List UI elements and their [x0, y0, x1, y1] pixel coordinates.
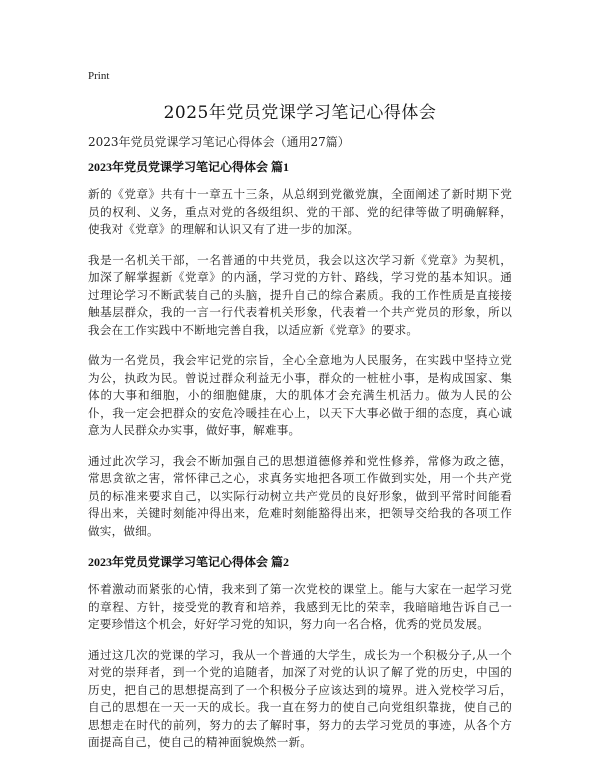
section-2	[88, 553, 512, 752]
print-link[interactable]: Print	[88, 70, 110, 82]
article-body	[88, 158, 512, 765]
paragraph: 我是一名机关干部，一名普通的中共党员，我会以这次学习新《党章》为契机，加深了解掌握新《党章》的内涵，学习党的方针、路线，学习党的基本知识。通过理论学习不断武装自己的头脑，提升自己的综合素质。我的工作性质是直接接触基层群众，我的一言一行代表着机关形象，代表着一个共产党员的形象，所以我会在工作实践中不断地完善自我，以适应新《党章》的要求。	[88, 252, 512, 337]
section-heading: 2023年党员党课学习笔记心得体会 篇2	[88, 555, 290, 569]
section-1	[88, 158, 512, 540]
paragraph: 怀着激动而紧张的心情，我来到了第一次党校的课堂上。能与大家在一起学习党的章程、方针，接受党的教育和培养，我感到无比的荣幸，我暗暗地告诉自己一定要珍惜这个机会，好好学习党的知识，努力向一名合格，优秀的党员发展。	[88, 582, 512, 631]
paragraph: 通过这几次的党课的学习，我从一个普通的大学生，成长为一个积极分子,从一个对党的崇拜者，到一个党的追随者，加深了对党的认识了解了党的历史，中国的历史，把自己的思想提高到了一个积极分子应该达到的境界。进入党校学习后，自己的思想在一天一天的成长。我一直在努力的使自己向党组织靠拢，使自己的思想走在时代的前列，努力的去了解时事，努力的去学习党员的事迹，从各个方面提高自己，使自己的精神面貌焕然一新。	[88, 647, 512, 749]
paragraph: 做为一名党员，我会牢记党的宗旨，全心全意地为人民服务，在实践中坚持立党为公，执政为民。曾说过群众利益无小事，群众的一桩桩小事，是构成国家、集体的大事和细胞，小的细胞健康，大的肌体才会充满生机活力。做为人民的公仆，我一定会把群众的安危冷暖挂在心上，以天下大事必做于细的态度，真心诚意为人民群众办实事，做好事，解难事。	[88, 353, 512, 437]
section-heading: 2023年党员党课学习笔记心得体会 篇1	[88, 160, 290, 174]
paragraph: 新的《党章》共有十一章五十三条，从总纲到党徽党旗，全面阐述了新时期下党员的权利、义务，重点对党的各级组织、党的干部、党的纪律等做了明确解释，使我对《党章》的理解和认识又有了进一步的加深。	[88, 187, 512, 236]
document-title: 2025年党员党课学习笔记心得体会	[163, 103, 437, 123]
document-subtitle: 2023年党员党课学习笔记心得体会（通用27篇）	[88, 135, 350, 149]
paragraph: 通过此次学习，我会不断加强自己的思想道德修养和党性修养，常修为政之德，常思贪欲之害，常怀律己之心，求真务实地把各项工作做到实处，用一个共产党员的标准来要求自己，以实际行动树立共产党员的良好形象，做到平常时间能看得出来，关键时刻能冲得出来，危难时刻能豁得出来，把领导交给我的各项工作做实，做细。	[88, 453, 512, 538]
